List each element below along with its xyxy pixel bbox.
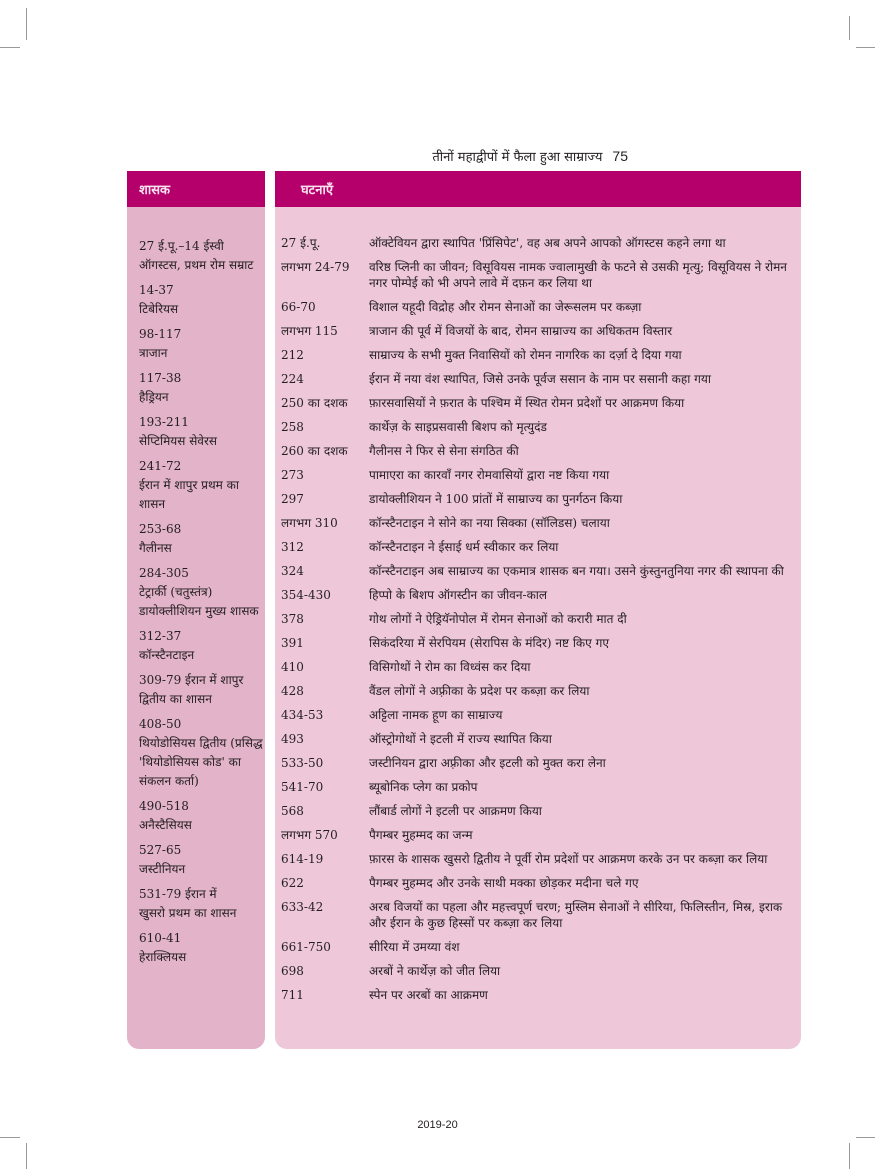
event-year: 410 [281, 660, 304, 674]
event-year: 711 [281, 988, 304, 1002]
event-year: 273 [281, 468, 304, 482]
ruler-name: त्राजान [139, 346, 168, 360]
event-year: 541-70 [281, 780, 324, 794]
event-row [281, 419, 801, 435]
event-row [281, 803, 801, 819]
event-row [281, 259, 801, 291]
ruler-name: कॉन्स्टैनटाइन [139, 648, 195, 662]
ruler-entry [139, 627, 267, 665]
event-year: 354-430 [281, 588, 331, 602]
event-year: 27 ई.पू. [281, 236, 321, 250]
event-text: सिकंदरिया में सेरपियम (सेरापिस के मंदिर) नष्ट किए गए [369, 636, 609, 650]
event-year: लगभग 310 [281, 516, 338, 530]
footer-year: 2019-20 [417, 1119, 458, 1131]
event-row [281, 755, 801, 771]
event-year: 312 [281, 540, 304, 554]
rulers-column [127, 171, 265, 1049]
ruler-dates: 117-38 [139, 371, 182, 385]
events-column [275, 171, 801, 1049]
ruler-entry [139, 457, 267, 514]
event-year: 391 [281, 636, 304, 650]
event-year: 297 [281, 492, 304, 506]
ruler-name: अनैस्टैसियस [139, 818, 192, 832]
ruler-name: हैड्रियन [139, 390, 169, 404]
ruler-name: टेट्रार्की (चतुस्तंत्र) डायोक्लीशियन मुख्य शासक [139, 585, 259, 618]
event-row [281, 347, 801, 363]
event-text: हिप्पो के बिशप ऑगस्टीन का जीवन-काल [369, 588, 548, 602]
event-year: 258 [281, 420, 304, 434]
ruler-entry [139, 797, 267, 835]
event-year: 324 [281, 564, 304, 578]
event-year: 434-53 [281, 708, 324, 722]
event-row [281, 683, 801, 699]
ruler-dates: 14-37 [139, 283, 174, 297]
crop-mark [849, 1143, 850, 1169]
ruler-name: थियोडोसियस द्वितीय (प्रसिद्ध 'थियोडोसियस कोड' का संकलन कर्ता) [139, 736, 263, 788]
event-text: अट्टिला नामक हूण का साम्राज्य [369, 708, 503, 722]
event-row [281, 707, 801, 723]
event-text: विसिगोथों ने रोम का विध्वंस कर दिया [369, 660, 531, 674]
crop-mark [0, 1137, 20, 1138]
event-year: 493 [281, 732, 304, 746]
ruler-dates: 610-41 [139, 931, 182, 945]
ruler-name: हेराक्लियस [139, 950, 187, 964]
event-text: फ़ारसवासियों ने फ़रात के पश्चिम में स्थित रोमन प्रदेशों पर आक्रमण किया [369, 396, 685, 410]
event-year: 212 [281, 348, 304, 362]
event-row [281, 875, 801, 891]
ruler-name: टिबेरियस [139, 302, 179, 316]
ruler-name: ऑगस्टस, प्रथम रोम सम्राट [139, 258, 254, 272]
ruler-name: द्वितीय का शासन [139, 692, 212, 706]
ruler-name: गैलीनस [139, 541, 172, 555]
ruler-entry [139, 237, 267, 275]
event-row [281, 587, 801, 603]
event-text: पैगम्बर मुहम्मद और उनके साथी मक्का छोड़कर मदीना चले गए [369, 876, 639, 890]
ruler-entry [139, 281, 267, 319]
event-year: लगभग 24-79 [281, 260, 350, 274]
crop-mark [0, 47, 20, 48]
event-row [281, 539, 801, 555]
event-text: अरब विजयों का पहला और महत्त्वपूर्ण चरण; मुस्लिम सेनाओं ने सीरिया, फिलिस्तीन, मिस्र, इराक और ईरान के कुछ हिस्सों पर कब्ज़ा कर लिया [369, 900, 783, 930]
event-year: 661-750 [281, 940, 331, 954]
event-text: पैगम्बर मुहम्मद का जन्म [369, 828, 473, 842]
event-text: वरिष्ठ प्लिनी का जीवन; विसूवियस नामक ज्वालामुखी के फटने से उसकी मृत्यु; विसूवियस ने रोमन नगर पोम्पेई को भी अपने लावे में दफ़न कर लिया था [369, 260, 787, 290]
event-text: ऑस्ट्रोगोथों ने इटली में राज्य स्थापित किया [369, 732, 552, 746]
ruler-name: खुसरो प्रथम का शासन [139, 906, 237, 920]
ruler-dates: 98-117 [139, 327, 182, 341]
event-text: गैलीनस ने फिर से सेना संगठित की [369, 444, 519, 458]
running-head [380, 147, 628, 165]
event-text: वैंडल लोगों ने अफ़्रीका के प्रदेश पर कब्ज़ा कर लिया [369, 684, 590, 698]
event-row [281, 987, 801, 1003]
ruler-dates: 284-305 [139, 566, 189, 580]
ruler-dates: 253-68 [139, 522, 182, 536]
event-row [281, 963, 801, 979]
ruler-dates: 408-50 [139, 717, 182, 731]
ruler-entry [139, 671, 267, 709]
ruler-name: ईरान में शापुर प्रथम का शासन [139, 478, 239, 511]
event-text: कार्थेज़ के साइप्रसवासी बिशप को मृत्युदंड [369, 420, 547, 434]
event-row [281, 443, 801, 459]
ruler-dates: 193-211 [139, 415, 189, 429]
event-year: 568 [281, 804, 304, 818]
ruler-entry [139, 369, 267, 407]
event-year: 614-19 [281, 852, 324, 866]
event-year: 533-50 [281, 756, 324, 770]
crop-mark [26, 1143, 27, 1169]
ruler-entry [139, 564, 267, 621]
event-year: 224 [281, 372, 304, 386]
event-row [281, 851, 801, 867]
ruler-dates: 241-72 [139, 459, 182, 473]
event-row [281, 659, 801, 675]
crop-mark [856, 1137, 875, 1138]
event-row [281, 299, 801, 315]
event-year: लगभग 570 [281, 828, 338, 842]
event-text: कॉन्स्टैनटाइन ने सोने का नया सिक्का (सॉलिडस) चलाया [369, 516, 610, 530]
event-row [281, 827, 801, 843]
ruler-dates: 27 ई.पू.–14 ईस्वी [139, 239, 224, 253]
event-year: 66-70 [281, 300, 316, 314]
event-year: 622 [281, 876, 304, 890]
ruler-dates: 527-65 [139, 843, 182, 857]
rulers-header: शासक [127, 171, 265, 207]
crop-mark [26, 8, 27, 40]
event-row [281, 779, 801, 795]
event-text: ब्यूबोनिक प्लेग का प्रकोप [369, 780, 478, 794]
event-text: डायोक्लीशियन ने 100 प्रांतों में साम्राज्य का पुनर्गठन किया [369, 492, 623, 506]
event-text: पामाएरा का कारवाँ नगर रोमवासियों द्वारा नष्ट किया गया [369, 468, 610, 482]
event-row [281, 611, 801, 627]
chapter-title: तीनों महाद्वीपों में फैला हुआ साम्राज्य [432, 150, 603, 165]
event-text: लौंबार्ड लोगों ने इटली पर आक्रमण किया [369, 804, 542, 818]
event-row [281, 899, 801, 931]
ruler-name: सेप्टिमियस सेवेरस [139, 434, 217, 448]
ruler-dates: 490-518 [139, 799, 189, 813]
ruler-entry [139, 841, 267, 879]
ruler-entry [139, 413, 267, 451]
event-text: ऑक्टेवियन द्वारा स्थापित 'प्रिंसिपेट', वह अब अपने आपको ऑगस्टस कहने लगा था [369, 236, 726, 250]
ruler-dates: 531-79 ईरान में [139, 887, 217, 901]
event-text: विशाल यहूदी विद्रोह और रोमन सेनाओं का जेरूसलम पर कब्ज़ा [369, 300, 642, 314]
event-text: त्राजान की पूर्व में विजयों के बाद, रोमन साम्राज्य का अधिकतम विस्तार [369, 324, 673, 338]
event-row [281, 491, 801, 507]
event-text: सीरिया में उमय्या वंश [369, 940, 460, 954]
ruler-entry [139, 715, 267, 791]
ruler-dates: 312-37 [139, 629, 182, 643]
event-year: 428 [281, 684, 304, 698]
event-year: 698 [281, 964, 304, 978]
event-row [281, 515, 801, 531]
event-row [281, 395, 801, 411]
page-number: 75 [612, 148, 628, 164]
event-year: 378 [281, 612, 304, 626]
event-row [281, 635, 801, 651]
event-text: कॉन्स्टैनटाइन अब साम्राज्य का एकमात्र शासक बन गया। उसने कुंस्तुनतुनिया नगर की स्थापना की [369, 564, 784, 578]
event-text: फ़ारस के शासक खुसरो द्वितीय ने पूर्वी रोम प्रदेशों पर आक्रमण करके उन पर कब्ज़ा कर लिया [369, 852, 768, 866]
event-text: साम्राज्य के सभी मुक्त निवासियों को रोमन नागरिक का दर्ज़ा दे दिया गया [369, 348, 682, 362]
event-year: 260 का दशक [281, 444, 348, 458]
events-header: घटनाएँ [275, 171, 801, 207]
event-row [281, 235, 801, 251]
event-year: 250 का दशक [281, 396, 348, 410]
event-row [281, 467, 801, 483]
event-text: अरबों ने कार्थेज़ को जीत लिया [369, 964, 501, 978]
ruler-entry [139, 325, 267, 363]
event-text: स्पेन पर अरबों का आक्रमण [369, 988, 488, 1002]
crop-mark [856, 47, 875, 48]
event-text: ईरान में नया वंश स्थापित, जिसे उनके पूर्वज ससान के नाम पर ससानी कहा गया [369, 372, 711, 386]
event-row [281, 563, 801, 579]
ruler-name: जस्टीनियन [139, 862, 186, 876]
crop-mark [849, 16, 850, 40]
event-year: लगभग 115 [281, 324, 338, 338]
event-year: 633-42 [281, 900, 324, 914]
rulers-list [139, 237, 267, 973]
event-row [281, 323, 801, 339]
events-list [281, 235, 801, 1011]
ruler-dates: 309-79 ईरान में शापुर [139, 673, 244, 687]
event-text: गोथ लोगों ने ऐड्रियॅनोपोल में रोमन सेनाओं को करारी मात दी [369, 612, 627, 626]
event-row [281, 371, 801, 387]
event-row [281, 731, 801, 747]
ruler-entry [139, 885, 267, 923]
ruler-entry [139, 520, 267, 558]
event-row [281, 939, 801, 955]
ruler-entry [139, 929, 267, 967]
event-text: जस्टीनियन द्वारा अफ़्रीका और इटली को मुक्त करा लेना [369, 756, 606, 770]
event-text: कॉन्स्टैनटाइन ने ईसाई धर्म स्वीकार कर लिया [369, 540, 559, 554]
